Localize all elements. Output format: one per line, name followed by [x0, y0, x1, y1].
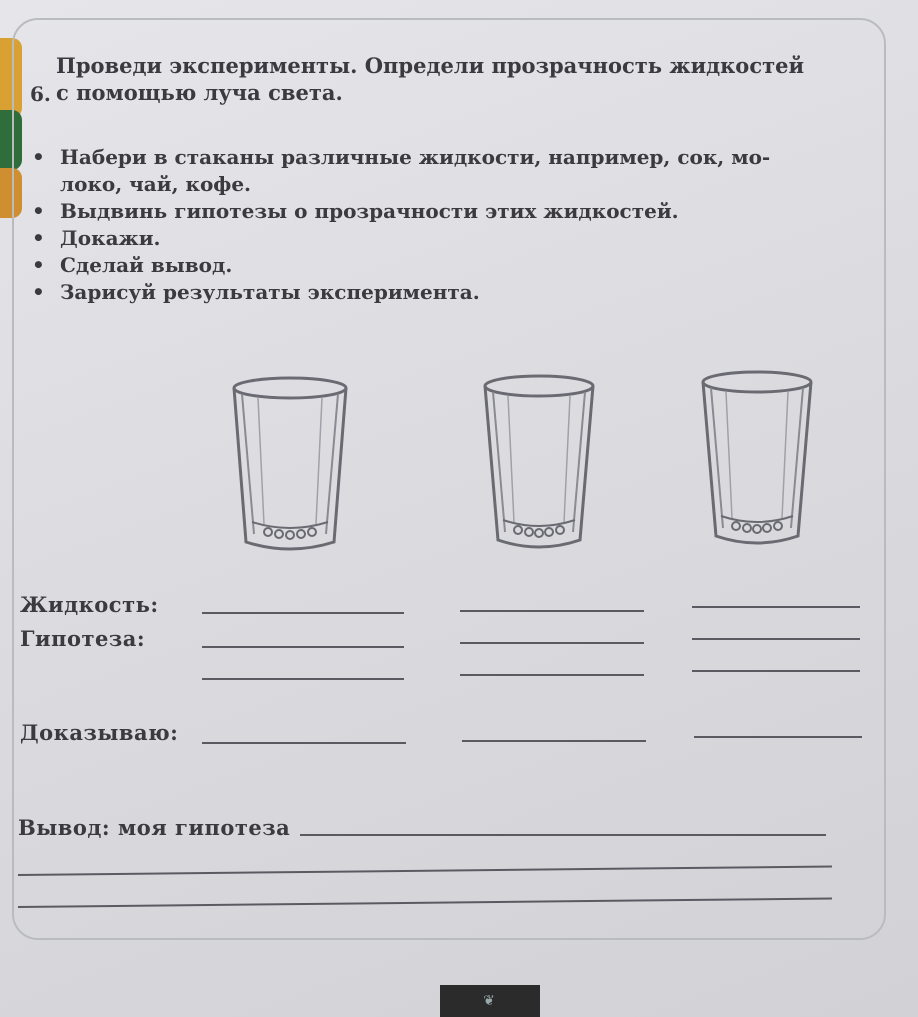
proof-answer-line[interactable] [462, 740, 646, 742]
glass-icon [480, 372, 598, 552]
task-title [56, 52, 804, 106]
liquid-answer-line[interactable] [202, 612, 404, 614]
hypothesis-answer-line[interactable] [202, 646, 404, 648]
hypothesis-answer-line[interactable] [202, 678, 404, 680]
bullet-icon: • [32, 226, 45, 250]
step-item: • Докажи. [32, 226, 161, 250]
liquid-answer-line[interactable] [692, 606, 860, 608]
hypothesis-answer-line[interactable] [692, 638, 860, 640]
step-item: • Сделай вывод. [32, 253, 233, 277]
bullet-icon: • [32, 145, 45, 169]
bullet-icon: • [32, 280, 45, 304]
proof-label: Доказываю: [20, 720, 179, 745]
step-item: локо, чай, кофе. [60, 172, 252, 196]
step-item: • Зарисуй результаты эксперимента. [32, 280, 480, 304]
conclusion-label: Вывод: моя гипотеза [18, 815, 291, 840]
task-title-line2: с помощью луча света. [56, 80, 343, 105]
glasses-illustration [0, 360, 918, 570]
conclusion-answer-line[interactable] [300, 834, 826, 836]
hypothesis-label: Гипотеза: [20, 626, 146, 651]
hypothesis-answer-line[interactable] [692, 670, 860, 672]
hypothesis-answer-line[interactable] [460, 642, 644, 644]
bullet-icon: • [32, 253, 45, 277]
proof-answer-line[interactable] [202, 742, 406, 744]
step-item: • Набери в стаканы различные жидкости, например, сок, мо- [32, 145, 771, 169]
task-title-line1: Проведи эксперименты. Определи прозрачность жидкостей [56, 53, 805, 78]
leaf-icon: ❦ [483, 993, 495, 1009]
page-footer-tab [440, 985, 540, 1017]
liquid-answer-line[interactable] [460, 610, 644, 612]
step-item: • Выдвинь гипотезы о прозрачности этих жидкостей. [32, 199, 679, 223]
proof-answer-line[interactable] [694, 736, 862, 738]
liquid-label: Жидкость: [20, 592, 159, 617]
glass-icon [698, 368, 816, 548]
steps-list [30, 144, 770, 306]
hypothesis-answer-line[interactable] [460, 674, 644, 676]
bullet-icon: • [32, 199, 45, 223]
task-number: 6. [30, 82, 51, 106]
glass-icon [228, 374, 352, 554]
